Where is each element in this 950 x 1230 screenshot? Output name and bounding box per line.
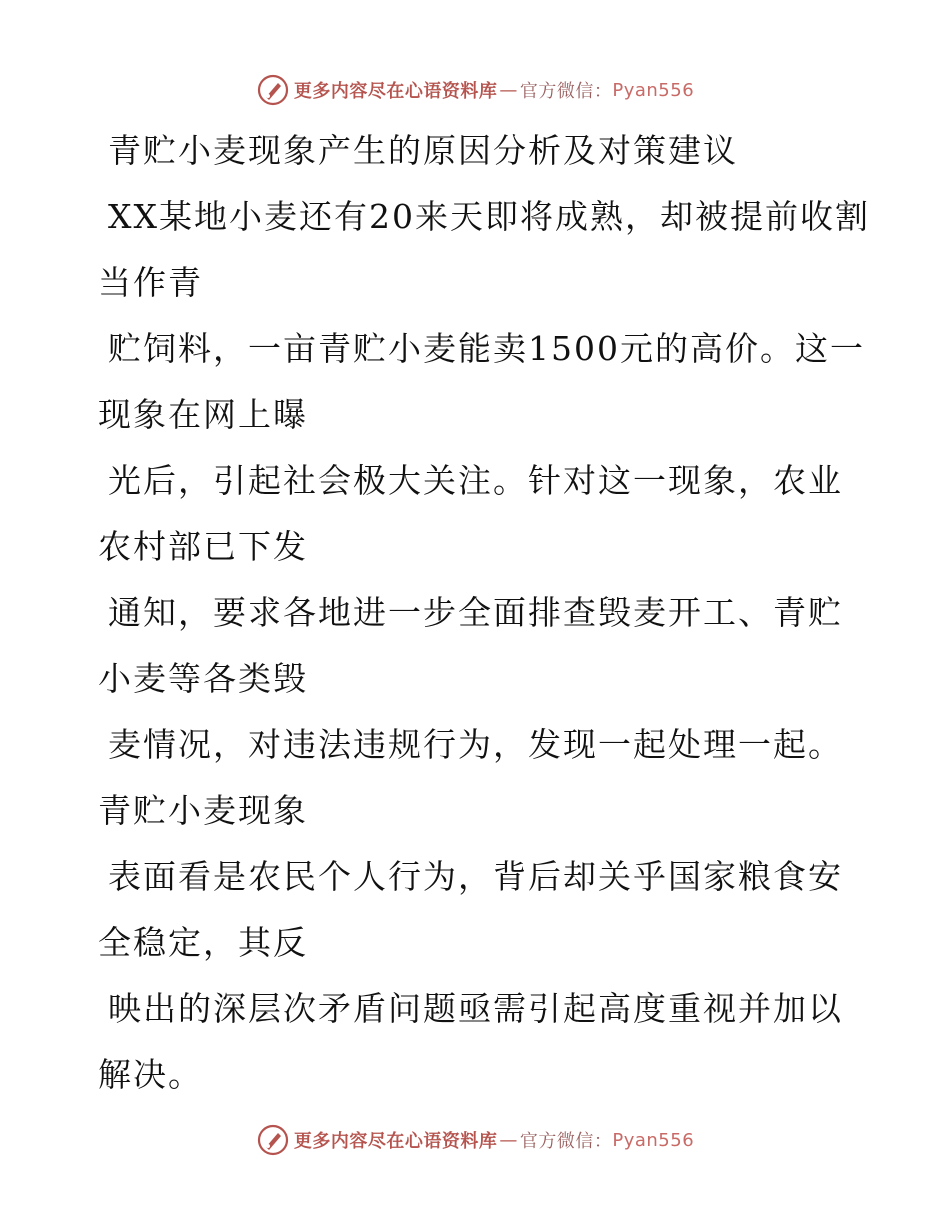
paragraph-line: 当作青	[98, 263, 203, 302]
pen-nib-logo-icon	[256, 1123, 290, 1157]
paragraph-line: 解决。	[98, 1055, 203, 1094]
paragraph-line: 农村部已下发	[98, 527, 308, 566]
banner-text: 更多内容尽在心语资料库	[293, 81, 498, 102]
document-body	[98, 118, 870, 1108]
paragraph-line: 小麦等各类毁	[98, 659, 308, 698]
paragraph-line: 现象在网上曝	[98, 395, 308, 434]
banner-wechat-label: 官方微信：	[519, 1131, 613, 1152]
banner-wechat-id: Pyan556	[612, 1129, 695, 1151]
paragraph-line: 青贮小麦现象	[98, 791, 308, 830]
banner-wechat-id: Pyan556	[612, 79, 695, 101]
paragraph-line: 麦情况，对违法违规行为，发现一起处理一起。	[108, 725, 843, 764]
banner-separator: —	[499, 79, 518, 101]
paragraph-line: 全稳定，其反	[98, 923, 308, 962]
paragraph-line: 表面看是农民个人行为，背后却关乎国家粮食安	[108, 857, 843, 896]
paragraph-line: 映出的深层次矛盾问题亟需引起高度重视并加以	[108, 989, 843, 1028]
paragraph-line: 贮饲料，一亩青贮小麦能卖1500元的高价。这一	[108, 329, 865, 368]
paragraph-line: 通知，要求各地进一步全面排查毁麦开工、青贮	[108, 593, 843, 632]
document-title: 青贮小麦现象产生的原因分析及对策建议	[108, 131, 738, 170]
footer-watermark-banner	[0, 1120, 950, 1160]
banner-separator: —	[499, 1129, 518, 1151]
banner-text: 更多内容尽在心语资料库	[293, 1131, 498, 1152]
pen-nib-logo-icon	[256, 73, 290, 107]
banner-wechat-label: 官方微信：	[519, 81, 613, 102]
paragraph-line: XX某地小麦还有20来天即将成熟，却被提前收割	[108, 197, 870, 236]
paragraph-line: 光后，引起社会极大关注。针对这一现象，农业	[108, 461, 843, 500]
header-watermark-banner	[0, 70, 950, 110]
